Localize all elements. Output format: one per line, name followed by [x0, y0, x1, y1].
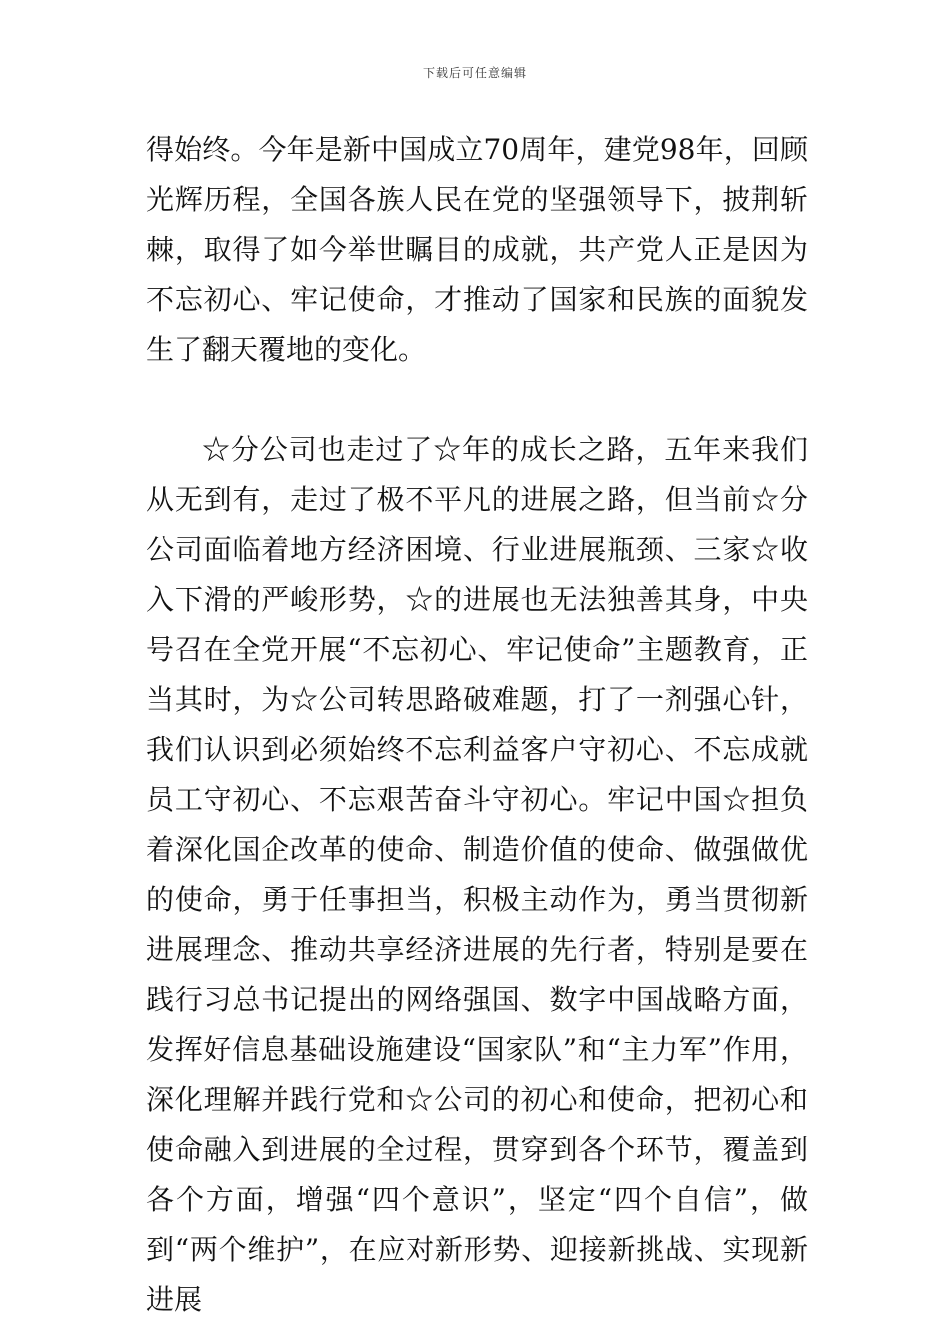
paragraph-1: 得始终。今年是新中国成立70周年，建党98年，回顾光辉历程，全国各族人民在党的坚强领导下，披荆斩棘，取得了如今举世瞩目的成就，共产党人正是因为不忘初心、牢记使命，才推动了国家和民族的面貌发生了翻天覆地的变化。 — [146, 133, 808, 366]
document-body — [146, 125, 808, 1325]
paragraph-2: ☆分公司也走过了☆年的成长之路，五年来我们从无到有，走过了极不平凡的进展之路，但当前☆分公司面临着地方经济困境、行业进展瓶颈、三家☆收入下滑的严峻形势，☆的进展也无法独善其身，中央号召在全党开展“不忘初心、牢记使命”主题教育，正当其时，为☆公司转思路破难题，打了一剂强心针，我们认识到必须始终不忘利益客户守初心、不忘成就员工守初心、不忘艰苦奋斗守初心。牢记中国☆担负着深化国企改革的使命、制造价值的使命、做强做优的使命，勇于任事担当，积极主动作为，勇当贯彻新进展理念、推动共享经济进展的先行者，特别是要在践行习总书记提出的网络强国、数字中国战略方面，发挥好信息基础设施建设“国家队”和“主力军”作用，深化理解并践行党和☆公司的初心和使命，把初心和使命融入到进展的全过程，贯穿到各个环节，覆盖到各个方面，增强“四个意识”，坚定“四个自信”，做到“两个维护”，在应对新形势、迎接新挑战、实现新进展 — [146, 433, 808, 1316]
paragraph-spacer — [146, 375, 808, 425]
page-header: 下载后可任意编辑 — [422, 66, 527, 80]
